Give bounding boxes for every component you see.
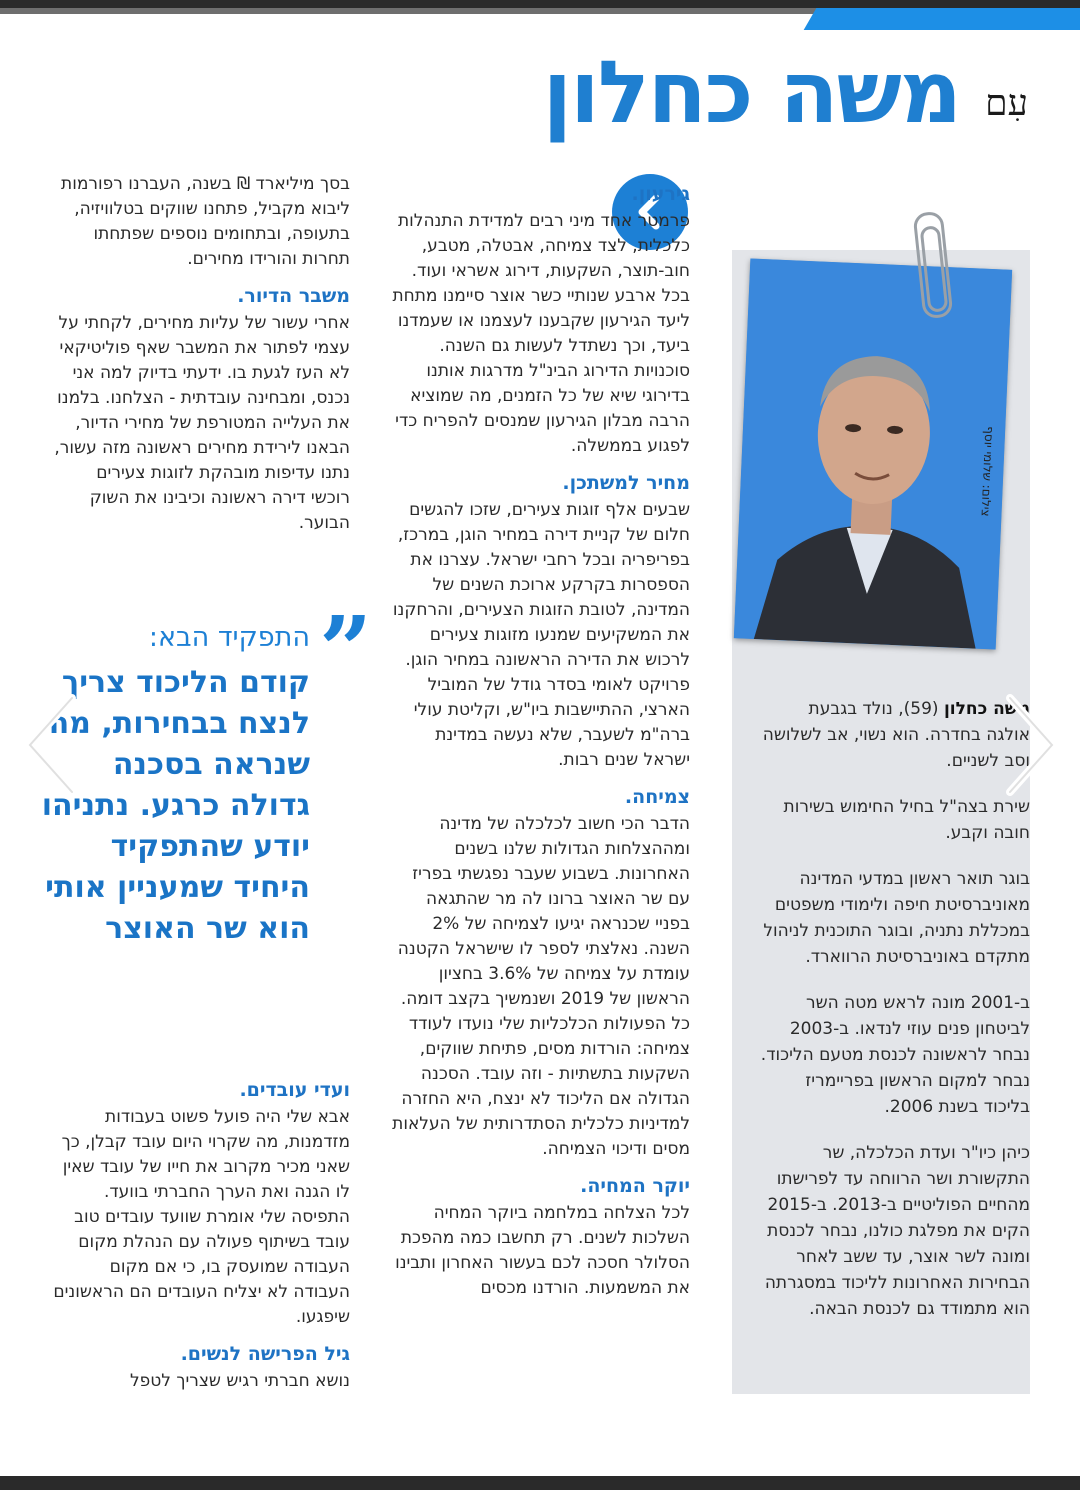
left-column-bottom [52,1066,350,1406]
title-name: משה כחלון [542,43,960,143]
top-bar [0,0,1080,8]
section-text-housing-price: שבעים אלף זוגות צעירים, שזכו להגשים חלום של קניית דירה במחיר הוגן, במרכז, בפריפריה ובכל רחבי ישראל. עצרנו את הספסרות בקרקע ארוכת השנים של המדינה, לטובת הזוגות הצעירים, והרחקנו את המשקיעים שמנעו מזוגות צעירים לרכוש את הדירה הראשונה במחיר הוגן. פרויקט לאומי בסדר גודל של המוביל הארצי, ההתיישבות ביו"ש, וקליטת עולי ברה"מ לשעבר, שלא נעשה במדינת ישראל שנים רבות. [392,500,690,770]
section-heading-housing-price: מחיר למשתכן. [562,472,690,494]
section-heading-retirement-age: גיל הפרישה לנשים. [180,1343,350,1365]
chevron-left-icon [20,690,80,800]
bottom-bar [0,1476,1080,1490]
quote-lead: התפקיד הבא: [148,622,310,653]
section-text-growth: הדבר הכי חשוב לכלכלה של מדינה ומההצלחות הגדולות שלנו בשנים האחרונות. בשבוע שעבר נפגשתי בפריז עם שר האוצר ברונו לה מר שהתגאה בפניי שכנראה יגיעו לצמיחה של 2% השנה. נאלצתי לספר לו שישראל הקטנה עומדת על צמיחה של 3.6% בחציון הראשון של 2019 ושנמשיך בקצב דומה. כל הפעולות הכלכליות שלי נועדו לעודד צמיחה: הורדות מסים, פתיחת שווקים, השקעות בתשתיות - וזה עובד. הסכנה הגדולה אם הליכוד לא ינצח, היא החזרה למדיניות כלכלית הסתדרותית של העלאות מסים ודיכוי הצמיחה. [392,814,690,1159]
section-heading-cost-of-living: יוקר המחיה. [580,1175,690,1197]
section-heading-workers-committees: ועדי עובדים. [239,1079,350,1101]
next-page-button[interactable] [1002,690,1062,800]
previous-page-button[interactable] [20,690,80,800]
section-heading-growth: צמיחה. [624,786,690,808]
title-prefix: עִם [985,83,1028,124]
middle-column [392,170,690,1313]
photo-credit: צילום: שלומי יוסף [978,425,997,517]
section-text-housing-crisis: אחרי עשור של עליות מחירים, לקחתי על עצמי לפתור את המשבר שאף פוליטיקאי לא העז לגעת בו. ידעתי בדיוק למה אני נכנס, ומבחינה עובדתית - הצלחנו. בלמנו את העלייה המטורפת של מחירי הדיור, הבאנו לירידת מחירים ראשונה מזה עשור, נתנו עדיפות מובהקת לזוגות צעירים רוכשי דירה ראשונה וכיבינו את השוק הבוער. [54,313,350,533]
bio-paragraph-1: משה כחלון (59), נולד בגבעת אולגה בחדרה. הוא נשוי, אב לשלושה וסב לשניים. [762,699,1030,771]
section-text-retirement-age: נושא חברתי רגיש שצריך לטפל [129,1371,350,1391]
bio-paragraph-5: כיהן כיו"ר ועדת הכלכלה, שר התקשורת ושר הרווחה עד לפרישתו מהחיים הפוליטיים ב-2013. ב-2015 הקים את מפלגת כולנו, נבחר לכנסת ומונה לשר אוצר, עד ששב לאחר הבחירות האחרונות לליכוד במסגרתה הוא מתמודד גם לכנסת הבאה. [764,1143,1030,1319]
quote-body: קודם הליכוד צריך לנצח בבחירות, מה שנראה בסכנה גדולה כרגע. נתניהו יודע שהתפקיד היחיד שמעניין אותי הוא שר האוצר [41,665,310,946]
bio-paragraph-4: ב-2001 מונה לראש מטה השר לביטחון פנים עוזי לנדאו. ב-2003 נבחר לראשונה לכנסת מטעם הליכוד. נבחר למקום הראשון בפריימריז בליכוד בשנת 2006. [760,993,1030,1117]
section-text-continued: בסך מיליארד ₪ בשנה, העברנו רפורמות ליבוא מקביל, פתחנו שווקים בטלוויזיה, בתעופה, ובתחומים נוספים שפתחתו תחרות והורידו מחירים. [61,174,350,269]
section-heading-housing-crisis: משבר הדיור. [237,285,350,307]
section-text-deficit: פרמטר אחד מיני רבים למדידת התנהלות כלכלית, לצד צמיחה, אבטלה, מטבע, חוב-תוצר, השקעות, דירוג אשראי ועוד. בכל ארבע שנותיי כשר אוצר סיימנו מתחת ליעד הגירעון שקבענו לעצמנו או שעמדנו ביעד, וכך נשתדל לעשות גם השנה. סוכנויות הדירוג הבינ"ל מדרגות אותנו בדירוגי שיא של כל הזמנים, מה שמוציא הרבה מבלון הגירעון שמנסים להפריח כדי לפגוע בממשלה. [392,211,690,456]
section-text-workers-committees: אבא שלי היה פועל פשוט בעבודות מזדמנות, מה שקרוי היום עובד קבלן, כך שאני מכיר מקרוב את חייו של עובד שאין לו הגנה ואת הערך החברתי בוועד. התפיסה שלי אומרת שוועד עובדים טוב עובד בשיתוף פעולה עם הנהלת מקום העבודה שמועסק בו, כי אם מקום העבודה לא יצליח העובדים הם הראשונים שיפגעו. [53,1107,350,1327]
bio-text [760,696,1030,1342]
bio-name: משה כחלון [943,699,1030,719]
quote-mark-icon: ” [319,596,372,704]
section-heading-deficit: גירעון. [631,183,690,205]
left-column-top [52,172,350,548]
section-text-cost-of-living: לכל הצלחה במלחמה ביוקר המחיה השלכות לשנים. רק תחשבו כמה מהפכת הסלולר חסכה לכם בעשור האחרון ותבינו את המשמעות. הורדנו מכסים [395,1203,690,1298]
accent-stripe [804,8,1080,30]
bio-paragraph-3: בוגר תואר ראשון במדעי המדינה מאוניברסיטת חיפה ולימודי משפטים במכללת נתניה, ובוגר התוכנית לניהול מתקדם באוניברסיטת הרווארד. [763,869,1030,967]
bio-paragraph-2: שירת בצה"ל בחיל החימוש בשירות חובה וקבע. [783,797,1030,843]
article-title [468,43,1028,150]
chevron-right-icon [1002,690,1062,800]
